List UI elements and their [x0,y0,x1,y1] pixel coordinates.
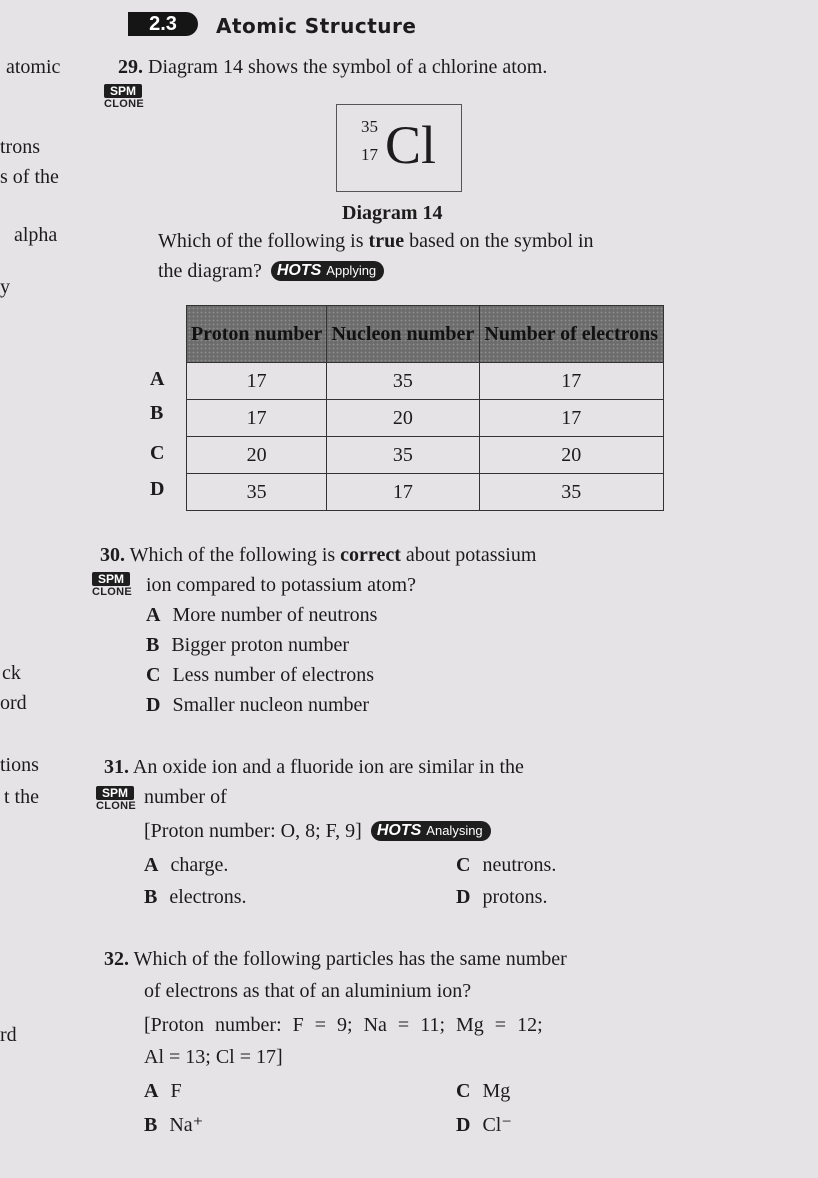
question-31-info: [Proton number: O, 8; F, 9] HOTS Analysing [144,816,491,846]
spm-clone-badge [104,84,142,111]
question-text: about potassium [405,544,537,566]
margin-fragment: t the [4,786,39,808]
table-cell: 35 [327,437,479,474]
table-row [187,400,664,437]
prompt-emphasis: true [368,230,405,252]
option-d-label[interactable]: D [150,478,165,500]
margin-fragment: ord [0,692,27,714]
diagram-caption: Diagram 14 [342,202,443,224]
question-text: Diagram 14 shows the symbol of a chlorine atom. [148,56,548,78]
table-cell: 35 [327,363,479,400]
prompt-text: Which of the following is [158,230,364,252]
prompt-text: the diagram? [158,260,262,282]
prompt-text: based on the symbol in [409,230,594,252]
question-29-prompt [158,226,594,286]
question-32-stem [104,944,567,974]
element-symbol: Cl [385,115,437,175]
table-cell: 35 [187,474,327,511]
question-31-stem [104,752,524,782]
option-b[interactable]: B Bigger proton number [146,634,350,656]
table-header: Number of electrons [479,306,664,363]
nucleon-number: 35 [361,117,378,136]
option-a[interactable]: A More number of neutrons [146,604,378,626]
margin-fragment: alpha [14,224,58,246]
section-number-badge: 2.3 [128,12,198,36]
table-header-row [187,306,664,363]
question-32-line2: of electrons as that of an aluminium ion? [144,980,472,1002]
option-b[interactable]: B Na⁺ [144,1114,204,1136]
option-b-label[interactable]: B [150,402,164,424]
table-cell: 17 [327,474,479,511]
option-d[interactable]: D Smaller nucleon number [146,694,370,716]
table-cell: 17 [479,400,664,437]
margin-fragment: ck [2,662,21,684]
question-32-info2: Al = 13; Cl = 17] [144,1046,283,1068]
option-c-label[interactable]: C [150,442,165,464]
option-d[interactable]: D Cl⁻ [456,1114,512,1136]
margin-fragment: rd [0,1024,17,1046]
question-text: An oxide ion and a fluoride ion are similar in the [132,756,524,778]
margin-fragment: trons [0,136,40,158]
question-30-stem [100,540,536,570]
margin-fragment: atomic [6,56,61,78]
table-row [187,363,664,400]
table-cell: 17 [187,363,327,400]
section-title: Atomic Structure [216,14,417,38]
question-emphasis: correct [340,544,401,566]
table-cell: 20 [479,437,664,474]
table-cell: 17 [479,363,664,400]
question-29-stem [118,52,547,82]
option-c[interactable]: C Less number of electrons [146,664,375,686]
table-row [187,474,664,511]
margin-fragment: s of the [0,166,59,188]
margin-fragment: tions [0,754,39,776]
table-row [187,437,664,474]
option-c[interactable]: C neutrons. [456,854,557,876]
option-b[interactable]: B electrons. [144,886,247,908]
question-text: Which of the following is [129,544,336,566]
table-header: Nucleon number [327,306,479,363]
spm-clone-badge: SPM CLONE [96,786,136,812]
question-number: 30. [100,544,125,566]
proton-number: 17 [361,145,378,164]
question-number: 29. [118,56,143,78]
question-31-line2: number of [144,786,227,808]
question-32-info1: [Proton number: F = 9; Na = 11; Mg = 12; [144,1014,543,1036]
table-cell: 35 [479,474,664,511]
answer-table [186,305,664,511]
table-cell: 17 [187,400,327,437]
question-number: 31. [104,756,129,778]
question-30-line2: ion compared to potassium atom? [146,574,416,596]
option-a[interactable]: A F [144,1080,182,1102]
option-d[interactable]: D protons. [456,886,548,908]
question-text: Which of the following particles has the same number [133,948,567,970]
diagram-14-symbol-box [336,104,462,192]
option-a-label[interactable]: A [150,368,165,390]
margin-fragment: y [0,276,10,298]
table-header: Proton number [187,306,327,363]
clone-label: CLONE [104,98,144,110]
hots-applying-badge: HOTS Applying [271,261,384,281]
spm-clone-badge: SPM CLONE [92,572,132,598]
table-cell: 20 [327,400,479,437]
option-a[interactable]: A charge. [144,854,229,876]
question-number: 32. [104,948,129,970]
hots-analysing-badge: HOTS Analysing [371,821,491,841]
option-c[interactable]: C Mg [456,1080,511,1102]
table-cell: 20 [187,437,327,474]
spm-label: SPM [104,84,142,98]
